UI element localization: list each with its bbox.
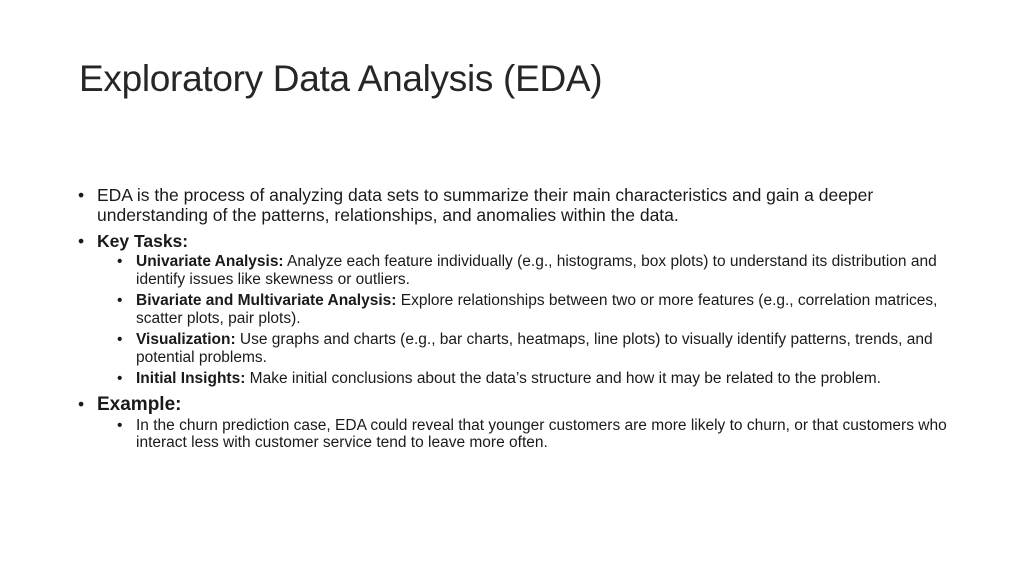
bullet-key-tasks (78, 231, 958, 388)
key-tasks-list (115, 253, 958, 388)
sub-bullet-dot: • (117, 416, 123, 434)
bullet-dot: • (78, 393, 85, 414)
example-text: In the churn prediction case, EDA could reveal that younger customers are more likely to churn, or that customers who interact less with customer service tend to leave more often. (136, 416, 947, 451)
slide-body (78, 185, 958, 458)
bullet-dot: • (78, 185, 85, 205)
example-item (115, 417, 958, 452)
bullet-example (78, 394, 958, 452)
key-task-item (115, 370, 958, 388)
bullet-intro (78, 185, 958, 225)
key-task-item (115, 253, 958, 288)
sub-bullet-dot: • (117, 292, 123, 309)
sub-bullet-dot: • (117, 253, 123, 270)
intro-text: EDA is the process of analyzing data sets to summarize their main characteristics and gain a deeper understanding of the patterns, relationships, and anomalies within the data. (97, 185, 874, 225)
key-task-text: Explore relationships between two or more features (e.g., correlation matrices, scatter plots, pair plots). (136, 292, 938, 327)
key-task-lead: Initial Insights: (136, 370, 246, 387)
example-list (115, 417, 958, 452)
key-task-text: Make initial conclusions about the data’s structure and how it may be related to the problem. (245, 370, 881, 387)
key-task-item (115, 331, 958, 366)
key-task-item (115, 292, 958, 327)
example-heading: Example: (97, 393, 182, 415)
slide-title: Exploratory Data Analysis (EDA) (79, 58, 603, 99)
sub-bullet-dot: • (117, 370, 123, 387)
key-task-lead: Univariate Analysis: (136, 253, 284, 270)
bullet-list (78, 185, 958, 452)
bullet-dot: • (78, 231, 85, 251)
key-task-lead: Visualization: (136, 331, 236, 348)
key-task-text: Use graphs and charts (e.g., bar charts, heatmaps, line plots) to visually identify patterns, trends, and potential problems. (136, 331, 933, 366)
key-task-text: Analyze each feature individually (e.g., histograms, box plots) to understand its distribution and identify issues like skewness or outliers. (136, 253, 937, 288)
key-tasks-heading: Key Tasks: (97, 231, 189, 251)
key-task-lead: Bivariate and Multivariate Analysis: (136, 292, 397, 309)
sub-bullet-dot: • (117, 331, 123, 348)
